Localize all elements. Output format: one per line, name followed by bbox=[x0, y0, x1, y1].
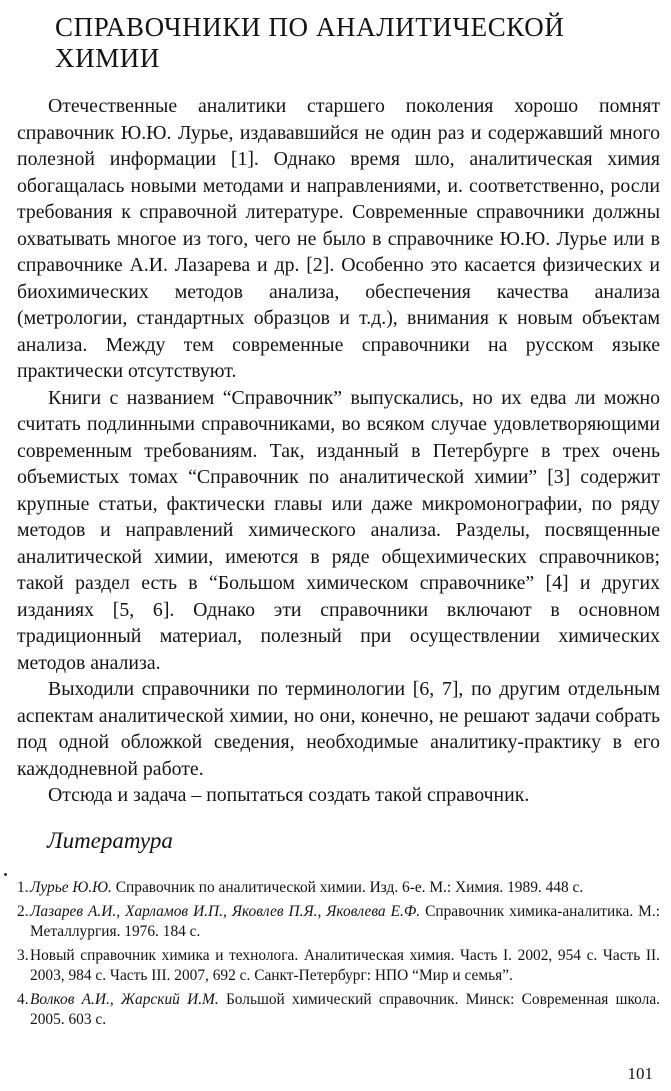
section-title: СПРАВОЧНИКИ ПО АНАЛИТИЧЕСКОЙ ХИМИИ bbox=[55, 12, 565, 73]
reference-number: 3. bbox=[17, 947, 29, 964]
paragraph: Отечественные аналитики старшего поколения хорошо помнят справочник Ю.Ю. Лурье, издававшийся не один раз и содержавший много полезной информации [1]. Однако время шло, аналитическая химия обогащалась новыми методами и направлениями, и. соответственно, росли требования к справочной литературе. Современные справочники должны охватывать многое из того, чего не было в справочнике Ю.Ю. Лурье или в справочнике А.И. Лазарева и др. [2]. Особенно это касается физических и биохимических методов анализа, обеспечения качества анализа (метрологии, стандартных образцов и т.д.), внимания к новым объектам анализа. Между тем современные справочники на русском языке практически отсутствуют. bbox=[17, 95, 660, 382]
reference-authors: Волков А.И., Жарский И.М. bbox=[30, 991, 219, 1008]
reference-number: 1. bbox=[17, 879, 29, 896]
page-number: 101 bbox=[627, 1064, 653, 1083]
reference-item bbox=[17, 902, 660, 942]
reference-item bbox=[17, 946, 660, 986]
reference-authors: Лазарев А.И., Харламов И.П., Яковлев П.Я., Яковлева Е.Ф. bbox=[30, 903, 421, 920]
paragraph: Книги с названием “Справочник” выпускались, но их едва ли можно считать подлинными справочниками, во всяком случае удовлетворяющими современным требованиям. Так, изданный в Петербурге в трех очень объемистых томах “Справочник по аналитической химии” [3] содержит крупные статьи, фактически главы или даже микромонографии, по ряду методов и направлений химического анализа. Разделы, посвященные аналитической химии, имеются в ряде общехимических справочников; такой раздел есть в “Большом химическом справочнике” [4] и других изданиях [5, 6]. Однако эти справочники включают в основном традиционный материал, полезный при осуществлении химических методов анализа. bbox=[17, 386, 660, 674]
reference-text: Справочник химика-аналитика. М.: Металлургия. 1976. 184 с. bbox=[30, 903, 660, 940]
paragraph: Выходили справочники по терминологии [6, 7], по другим отдельным аспектам аналитической химии, но они, конечно, не решают задачи собрать под одной обложкой сведения, необходимые аналитику-практику в его каждодневной работе. bbox=[17, 678, 660, 780]
references-list bbox=[17, 878, 660, 1034]
reference-number: 2. bbox=[17, 903, 29, 920]
reference-item bbox=[17, 990, 660, 1030]
body-text bbox=[17, 93, 660, 809]
reference-text: Новый справочник химика и технолога. Аналитическая химия. Часть I. 2002, 954 с. Часть II. 2003, 984 с. Часть III. 2007, 692 с. Санкт-Петербург: НПО “Мир и семья”. bbox=[30, 947, 660, 984]
reference-item bbox=[17, 878, 660, 898]
reference-authors: Лурье Ю.Ю. bbox=[30, 879, 112, 896]
paragraph: Отсюда и задача – попытаться создать такой справочник. bbox=[48, 784, 530, 806]
reference-number: 4. bbox=[17, 991, 29, 1008]
reference-text: Большой химический справочник. Минск: Современная школа. 2005. 603 с. bbox=[30, 991, 661, 1028]
margin-dot bbox=[4, 873, 7, 876]
reference-text: Справочник по аналитической химии. Изд. 6-е. М.: Химия. 1989. 448 с. bbox=[111, 879, 584, 896]
references-heading: Литература bbox=[47, 828, 173, 853]
